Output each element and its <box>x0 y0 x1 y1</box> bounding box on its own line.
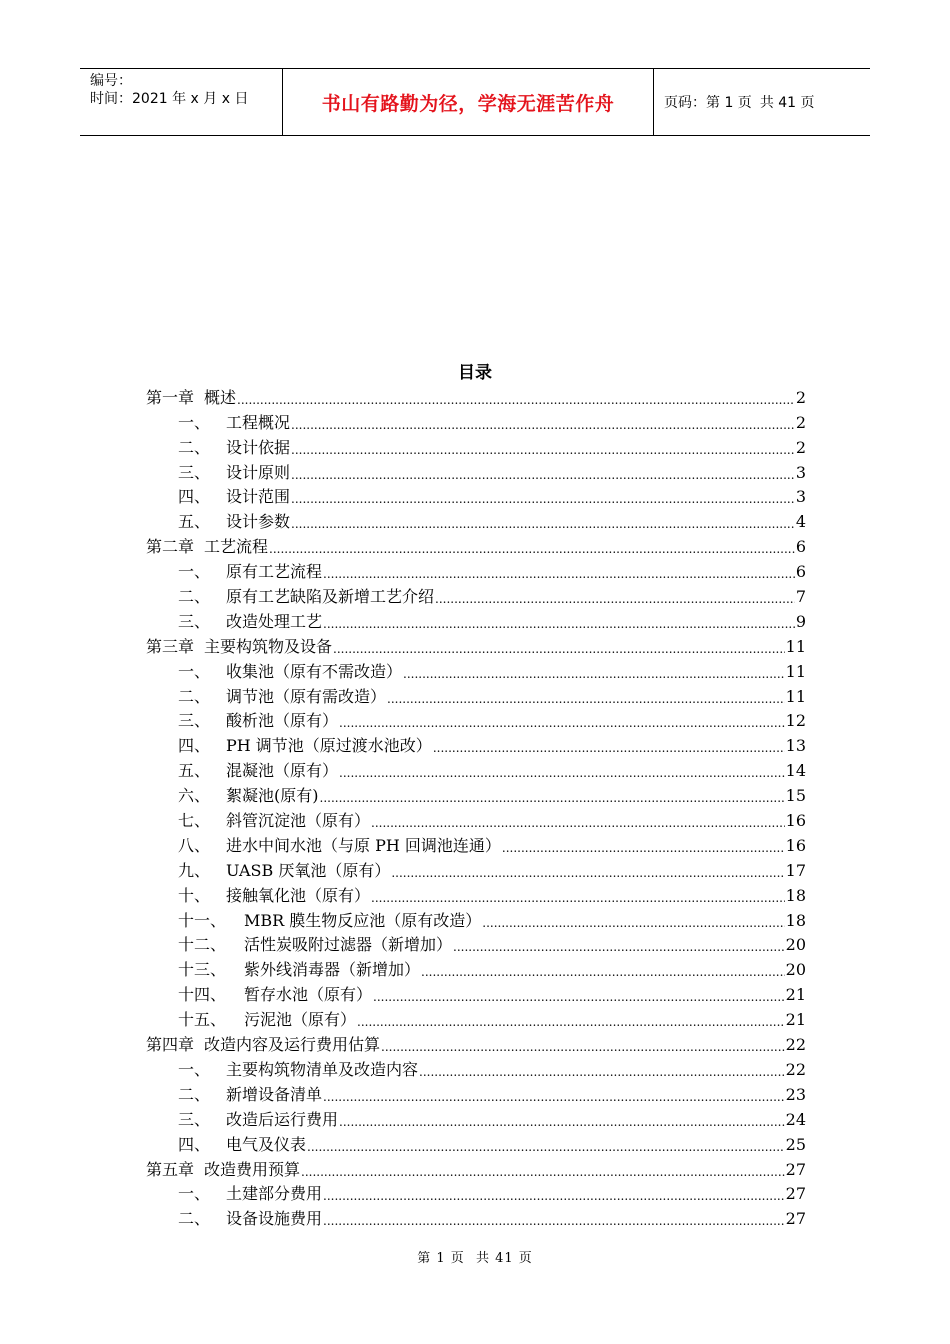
toc-entry-number: 十一、 <box>178 910 227 930</box>
toc-entry-page: 27 <box>785 1184 806 1204</box>
toc-entry-number: 十四、 <box>178 985 227 1005</box>
toc-dot-leader <box>371 890 785 906</box>
toc-entry-number: 第四章 <box>146 1035 195 1055</box>
header-page-info <box>654 69 870 135</box>
toc-dot-leader <box>339 765 785 781</box>
toc-section-entry[interactable] <box>146 408 806 433</box>
toc-section-entry[interactable] <box>146 1204 806 1229</box>
toc-entry-number: 一、 <box>178 1184 211 1204</box>
toc-entry-number: 二、 <box>178 1084 211 1104</box>
toc-entry-title: 改造费用预算 <box>204 1159 301 1179</box>
toc-entry-number: 四、 <box>178 736 211 756</box>
toc-section-entry[interactable] <box>146 806 806 831</box>
toc-entry-title: 改造处理工艺 <box>226 611 323 631</box>
toc-entry-title: 主要构筑物清单及改造内容 <box>226 1059 419 1079</box>
toc-entry-title: 设计参数 <box>226 512 291 532</box>
toc-section-entry[interactable] <box>146 707 806 732</box>
toc-dot-leader <box>339 715 785 731</box>
toc-section-entry[interactable] <box>146 781 806 806</box>
toc-entry-number: 五、 <box>178 761 211 781</box>
toc-entry-title: 设计原则 <box>226 462 291 482</box>
toc-entry-page: 27 <box>785 1209 806 1229</box>
toc-dot-leader <box>323 566 795 582</box>
toc-entry-number: 七、 <box>178 811 211 831</box>
toc-section-entry[interactable] <box>146 1055 806 1080</box>
document-header <box>80 68 870 136</box>
header-total-label: 共 41 页 <box>759 95 815 111</box>
toc-entry-page: 23 <box>785 1084 806 1104</box>
toc-dot-leader <box>339 1114 785 1130</box>
toc-entry-page: 22 <box>785 1035 806 1055</box>
toc-title: 目录 <box>458 363 492 383</box>
toc-entry-page: 2 <box>795 387 806 407</box>
toc-entry-number: 四、 <box>178 1134 211 1154</box>
toc-entry-number: 六、 <box>178 786 211 806</box>
toc-entry-page: 11 <box>785 636 806 656</box>
toc-chapter-entry[interactable] <box>146 632 806 657</box>
toc-entry-title: 设计范围 <box>226 487 291 507</box>
toc-entry-page: 4 <box>795 512 806 532</box>
toc-dot-leader <box>371 815 785 831</box>
toc-entry-title: 主要构筑物及设备 <box>204 636 333 656</box>
toc-section-entry[interactable] <box>146 881 806 906</box>
toc-chapter-entry[interactable] <box>146 532 806 557</box>
toc-entry-title: 土建部分费用 <box>226 1184 323 1204</box>
toc-entry-page: 11 <box>785 686 806 706</box>
toc-dot-leader <box>323 1089 785 1105</box>
toc-dot-leader <box>381 1039 785 1055</box>
toc-section-entry[interactable] <box>146 1105 806 1130</box>
toc-dot-leader <box>403 666 785 682</box>
toc-entry-number: 一、 <box>178 562 211 582</box>
toc-dot-leader <box>373 989 785 1005</box>
toc-dot-leader <box>269 541 795 557</box>
toc-section-entry[interactable] <box>146 931 806 956</box>
toc-dot-leader <box>301 1164 785 1180</box>
toc-entry-title: 暂存水池（原有） <box>244 985 373 1005</box>
toc-dot-leader <box>323 616 795 632</box>
toc-entry-page: 16 <box>785 835 806 855</box>
toc-entry-page: 11 <box>785 661 806 681</box>
page-footer <box>0 1247 950 1266</box>
toc-entry-number: 三、 <box>178 462 211 482</box>
toc-dot-leader <box>333 641 785 657</box>
toc-entry-number: 第三章 <box>146 636 195 656</box>
toc-section-entry[interactable] <box>146 1005 806 1030</box>
toc-dot-leader <box>291 516 795 532</box>
toc-dot-leader <box>482 915 784 931</box>
toc-entry-page: 17 <box>785 860 806 880</box>
toc-entry-title: 接触氧化池（原有） <box>226 885 371 905</box>
toc-dot-leader <box>453 939 785 955</box>
toc-entry-page: 7 <box>795 587 806 607</box>
toc-dot-leader <box>323 1188 785 1204</box>
toc-entry-page: 22 <box>785 1059 806 1079</box>
toc-entry-title: UASB 厌氧池（原有） <box>226 860 391 880</box>
toc-entry-number: 一、 <box>178 412 211 432</box>
toc-entry-number: 八、 <box>178 835 211 855</box>
toc-entry-number: 二、 <box>178 686 211 706</box>
toc-entry-title: 紫外线消毒器（新增加） <box>244 960 421 980</box>
toc-entry-title: 酸析池（原有） <box>226 711 339 731</box>
toc-entry-page: 16 <box>785 811 806 831</box>
toc-entry-title: 设备设施费用 <box>226 1209 323 1229</box>
toc-entry-number: 五、 <box>178 512 211 532</box>
toc-dot-leader <box>291 442 795 458</box>
toc-dot-leader <box>320 790 785 806</box>
toc-dot-leader <box>433 740 785 756</box>
footer-total-text: 共 41 页 <box>475 1251 533 1266</box>
toc-dot-leader <box>419 1064 785 1080</box>
toc-entry-page: 12 <box>785 711 806 731</box>
toc-dot-leader <box>323 1213 785 1229</box>
toc-entry-page: 25 <box>785 1134 806 1154</box>
toc-entry-title: 设计依据 <box>226 437 291 457</box>
toc-dot-leader <box>435 591 795 607</box>
toc-section-entry[interactable] <box>146 433 806 458</box>
toc-section-entry[interactable] <box>146 1080 806 1105</box>
toc-entry-title: 絮凝池(原有) <box>226 786 319 806</box>
toc-section-entry[interactable] <box>146 657 806 682</box>
toc-entry-number: 三、 <box>178 1109 211 1129</box>
toc-entry-page: 20 <box>785 935 806 955</box>
toc-section-entry[interactable] <box>146 831 806 856</box>
toc-entry-number: 一、 <box>178 661 211 681</box>
toc-entry-page: 15 <box>785 786 806 806</box>
toc-entry-page: 21 <box>785 1010 806 1030</box>
toc-entry-number: 第五章 <box>146 1159 195 1179</box>
toc-entry-page: 24 <box>785 1109 806 1129</box>
toc-section-entry[interactable] <box>146 955 806 980</box>
toc-section-entry[interactable] <box>146 607 806 632</box>
toc-entry-page: 18 <box>785 885 806 905</box>
toc-entry-page: 18 <box>785 910 806 930</box>
toc-entry-number: 一、 <box>178 1059 211 1079</box>
toc-entry-number: 十二、 <box>178 935 227 955</box>
code-label: 编号： <box>90 73 132 89</box>
toc-entry-title: 斜管沉淀池（原有） <box>226 811 371 831</box>
toc-dot-leader <box>291 467 795 483</box>
toc-entry-page: 6 <box>795 562 806 582</box>
table-of-contents <box>146 383 806 1229</box>
toc-entry-page: 2 <box>795 437 806 457</box>
toc-entry-page: 9 <box>795 611 806 631</box>
toc-section-entry[interactable] <box>146 1130 806 1155</box>
toc-entry-number: 十三、 <box>178 960 227 980</box>
header-page-label: 页码：第 1 页 <box>664 95 752 111</box>
toc-entry-title: 进水中间水池（与原 PH 回调池连通） <box>226 835 501 855</box>
toc-dot-leader <box>307 1139 785 1155</box>
toc-dot-leader <box>387 691 785 707</box>
toc-entry-number: 二、 <box>178 1209 211 1229</box>
toc-entry-page: 21 <box>785 985 806 1005</box>
toc-section-entry[interactable] <box>146 856 806 881</box>
header-meta <box>80 69 282 135</box>
footer-page-text: 第 1 页 <box>417 1251 465 1266</box>
toc-entry-page: 6 <box>795 537 806 557</box>
toc-entry-title: 工艺流程 <box>204 537 269 557</box>
toc-entry-number: 二、 <box>178 437 211 457</box>
toc-dot-leader <box>291 417 795 433</box>
toc-section-entry[interactable] <box>146 557 806 582</box>
toc-dot-leader <box>502 840 785 856</box>
toc-entry-page: 14 <box>785 761 806 781</box>
toc-dot-leader <box>421 964 785 980</box>
toc-entry-title: 混凝池（原有） <box>226 761 339 781</box>
toc-entry-title: 原有工艺缺陷及新增工艺介绍 <box>226 587 435 607</box>
toc-chapter-entry[interactable] <box>146 383 806 408</box>
toc-dot-leader <box>237 392 795 408</box>
toc-entry-number: 三、 <box>178 711 211 731</box>
toc-entry-page: 3 <box>795 487 806 507</box>
toc-entry-page: 3 <box>795 462 806 482</box>
toc-chapter-entry[interactable] <box>146 1155 806 1180</box>
toc-entry-title: 原有工艺流程 <box>226 562 323 582</box>
toc-entry-title: 概述 <box>204 387 237 407</box>
toc-section-entry[interactable] <box>146 756 806 781</box>
toc-dot-leader <box>291 491 795 507</box>
toc-entry-number: 三、 <box>178 611 211 631</box>
toc-entry-title: 工程概况 <box>226 412 291 432</box>
toc-entry-title: 调节池（原有需改造） <box>226 686 387 706</box>
toc-dot-leader <box>357 1014 785 1030</box>
toc-entry-number: 十、 <box>178 885 211 905</box>
toc-entry-page: 13 <box>785 736 806 756</box>
toc-entry-title: 污泥池（原有） <box>244 1010 357 1030</box>
toc-section-entry[interactable] <box>146 906 806 931</box>
toc-section-entry[interactable] <box>146 682 806 707</box>
toc-entry-title: 活性炭吸附过滤器（新增加） <box>244 935 453 955</box>
toc-entry-title: 新增设备清单 <box>226 1084 323 1104</box>
toc-entry-title: PH 调节池（原过渡水池改） <box>226 736 432 756</box>
toc-entry-number: 二、 <box>178 587 211 607</box>
toc-section-entry[interactable] <box>146 483 806 508</box>
toc-entry-page: 20 <box>785 960 806 980</box>
toc-section-entry[interactable] <box>146 458 806 483</box>
header-motto: 书山有路勤为径，学海无涯苦作舟 <box>282 69 654 135</box>
toc-entry-number: 十五、 <box>178 1010 227 1030</box>
toc-entry-title: 电气及仪表 <box>226 1134 307 1154</box>
toc-section-entry[interactable] <box>146 980 806 1005</box>
toc-entry-number: 四、 <box>178 487 211 507</box>
toc-entry-number: 第一章 <box>146 387 195 407</box>
toc-entry-page: 27 <box>785 1159 806 1179</box>
time-label: 时间：2021 年 x 月 x 日 <box>90 91 249 107</box>
toc-entry-title: 收集池（原有不需改造） <box>226 661 403 681</box>
toc-entry-title: MBR 膜生物反应池（原有改造） <box>244 910 482 930</box>
toc-dot-leader <box>391 865 784 881</box>
toc-section-entry[interactable] <box>146 1180 806 1205</box>
toc-section-entry[interactable] <box>146 507 806 532</box>
toc-section-entry[interactable] <box>146 731 806 756</box>
toc-chapter-entry[interactable] <box>146 1030 806 1055</box>
toc-entry-number: 第二章 <box>146 537 195 557</box>
toc-entry-page: 2 <box>795 412 806 432</box>
toc-entry-number: 九、 <box>178 860 211 880</box>
toc-entry-title: 改造内容及运行费用估算 <box>204 1035 381 1055</box>
toc-entry-title: 改造后运行费用 <box>226 1109 339 1129</box>
toc-section-entry[interactable] <box>146 582 806 607</box>
